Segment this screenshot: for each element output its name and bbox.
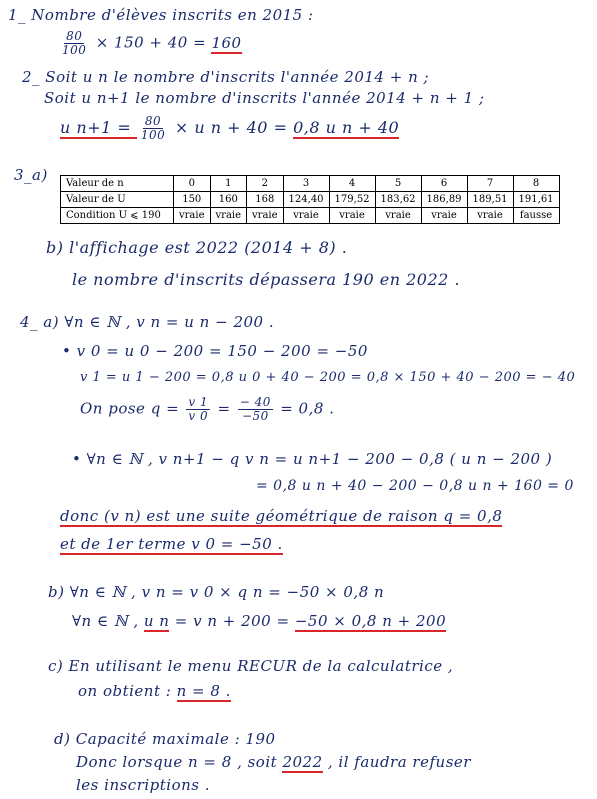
q1-calc: $\frac{80}{100}$ × 150 + 40 = 160 xyxy=(62,29,242,57)
q4-d-line2: Donc lorsque n = 8 , soit 2022 , il faudra refuser xyxy=(76,753,471,771)
q2-fraction: $\frac{80}{100}$ xyxy=(140,114,166,142)
q4-c-line2: on obtient : n = 8 . xyxy=(78,682,231,700)
q1-title: 1_ Nombre d'élèves inscrits en 2015 : xyxy=(8,6,314,24)
q2-line1: 2_ Soit u n le nombre d'inscrits l'année 2014 + n ; xyxy=(22,68,430,86)
q4-a-conclusion1: donc (v n) est une suite géométrique de raison q = 0,8 xyxy=(60,507,503,525)
q4-a-line2: • v 0 = u 0 − 200 = 150 − 200 = −50 xyxy=(62,342,368,360)
table-row: Condition U ⩽ 190 vraie vraie vraie vraie vraie vraie vraie vraie fausse xyxy=(61,208,560,224)
q4-d-line3: les inscriptions . xyxy=(76,776,211,794)
q1-fraction: $\frac{80}{100}$ xyxy=(62,29,87,57)
table-row: Valeur de n 0 1 2 3 4 5 6 7 8 xyxy=(61,176,560,192)
q4-d-line1: d) Capacité maximale : 190 xyxy=(54,730,276,748)
q2-line2: Soit u n+1 le nombre d'inscrits l'année 2014 + n + 1 ; xyxy=(44,89,485,107)
values-table xyxy=(60,175,560,224)
q2-recurrence: u n+1 = $\frac{80}{100}$ × u n + 40 = 0,8 u n + 40 xyxy=(60,114,400,142)
q4-a-line3: v 1 = u 1 − 200 = 0,8 u 0 + 40 − 200 = 0,8 × 150 + 40 − 200 = − 40 xyxy=(80,370,576,385)
table-row: Valeur de U 150 160 168 124,40 179,52 183,62 186,89 189,51 191,61 xyxy=(61,192,560,208)
q3-b-line1: b) l'affichage est 2022 (2014 + 8) . xyxy=(46,238,348,257)
q4-b-line2: ∀n ∈ ℕ , u n = v n + 200 = −50 × 0,8 n + 200 xyxy=(72,612,447,630)
q4-a-line1: 4_ a) ∀n ∈ ℕ , v n = u n − 200 . xyxy=(20,313,275,331)
q3-b-line2: le nombre d'inscrits dépassera 190 en 2022 . xyxy=(72,270,460,289)
q4-b-line1: b) ∀n ∈ ℕ , v n = v 0 × q n = −50 × 0,8 n xyxy=(48,583,385,601)
q2-result: 0,8 u n + 40 xyxy=(293,118,400,137)
q4-a-pose: On pose q = $\frac{v 1}{v 0}$ = $\frac{- 40}{-50}$ = 0,8 . xyxy=(80,395,335,423)
q1-answer: 160 xyxy=(211,33,242,52)
q3-label: 3_a) xyxy=(14,166,48,184)
q4-a-line5: • ∀n ∈ ℕ , v n+1 − q v n = u n+1 − 200 − 0,8 ( u n − 200 ) xyxy=(72,450,553,468)
q4-a-conclusion2: et de 1er terme v 0 = −50 . xyxy=(60,535,283,553)
q4-c-line1: c) En utilisant le menu RECUR de la calculatrice , xyxy=(48,657,454,675)
q4-a-line6: = 0,8 u n + 40 − 200 − 0,8 u n + 160 = 0 xyxy=(256,478,574,494)
